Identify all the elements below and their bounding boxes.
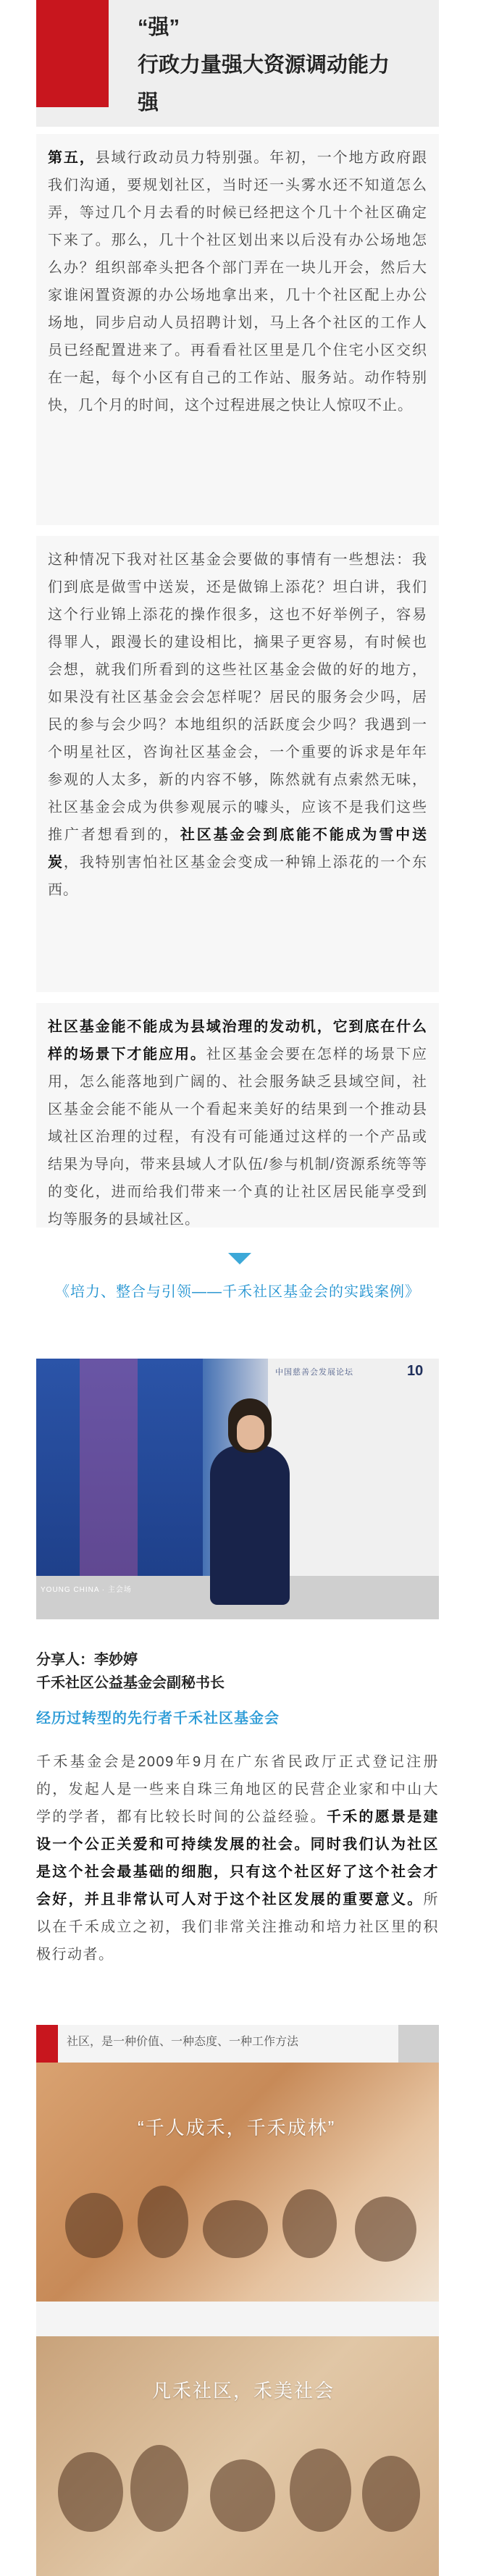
- intro-paragraph: [36, 1748, 439, 1968]
- community-photo-1: [36, 2063, 439, 2302]
- paragraph-1-lead: 第五，: [48, 150, 96, 166]
- paragraph-2-text-a: 这种情况下我对社区基金会要做的事情有一些想法：我们到底是做雪中送炭，还是做锦上添花？坦白讲，我们这个行业锦上添花的操作很多，这也不好举例子，容易得罪人，跟漫长的建设相比，摘果子更容易，有时候也会想，就我们所看到的这些社区基金会做的好的地方，如果没有社区基金会会怎样呢？居民的服务会少吗，居民的参与会少吗？本地组织的活跃度会少吗？我遇到一个明星社区，咨询社区基金会，一个重要的诉求是年年参观的人太多，新的内容不够，陈然就有点索然无味，社区基金会成为供参观展示的噱头，应该不是我们这些推广者想看到的，: [48, 552, 427, 843]
- paragraph-1-text: 县域行政动员力特别强。年初，一个地方政府跟我们沟通，要规划社区，当时还一头雾水还不知道怎么弄，等过几个月去看的时候已经把这个几十个社区确定下来了。那么，几十个社区划出来以后没有办公场地怎么办？组织部牵头把各个部门弄在一块儿开会，然后大家谁闲置资源的办公场地拿出来，几十个社区配上办公场地，同步启动人员招聘计划，马上各个社区的工作人员已经配置进来了。再看看社区里是几个住宅小区交织在一起，每个小区有自己的工作站、服务站。动作特别快，几个月的时间，这个过程进展之快让人惊叹不止。: [48, 150, 428, 414]
- paragraph-3: [48, 1013, 427, 1233]
- speaker-info: [36, 1648, 225, 1695]
- speaker-face: [237, 1415, 264, 1450]
- crowd-figure: [130, 2445, 188, 2532]
- sponsor-text: YOUNG CHINA · 主会场: [41, 1586, 132, 1594]
- crowd-figure: [138, 2186, 188, 2258]
- paragraph-1: [48, 144, 427, 419]
- speaker-figure: [210, 1446, 290, 1605]
- speaker-name: 分享人：李妙婷: [36, 1652, 138, 1668]
- forum-logo-text: 中国慈善会发展论坛: [275, 1368, 353, 1377]
- header-title-line3: 强: [138, 91, 159, 114]
- paragraph-3-bold: 社区基金能不能成为县域治理的发动机，它到底在什么样的场景下才能应用。: [48, 1019, 427, 1062]
- paragraph-block-1: [36, 134, 439, 525]
- photo-backdrop-right: [268, 1359, 439, 1576]
- slogan-2: 凡禾社区，禾美社会: [152, 2380, 335, 2401]
- crowd-figure: [203, 2200, 268, 2258]
- paragraph-2-text-b: ，我特别害怕社区基金会变成一种锦上添花的一个东西。: [48, 855, 428, 898]
- paragraph-2-bold: 社区基金会到底能不能成为雪中送炭: [48, 827, 428, 870]
- crowd-figure: [282, 2189, 337, 2258]
- crowd-figure: [355, 2197, 416, 2262]
- speaker-photo: [36, 1359, 439, 1619]
- header-title-line2: 行政力量强大资源调动能力: [138, 54, 390, 77]
- paragraph-3-text: 社区基金会要在怎样的场景下应用，怎么能落地到广阔的、社会服务缺乏县域空间，社区基金会能不能从一个看起来美好的结果到一个推动县域社区治理的过程，有没有可能通过这样的一个产品或结果为导向，带来县域人才队伍/参与机制/资源系统等等的变化，进而给我们带来一个真的让社区居民能享受到均等服务的县域社区。: [48, 1046, 428, 1228]
- speaker-title: 千禾社区公益基金会副秘书长: [36, 1675, 225, 1691]
- paragraph-2: [48, 546, 427, 904]
- header-red-accent: [36, 0, 109, 107]
- intro-bold: 千禾的愿景是建设一个公正关爱和可持续发展的社会。同时我们认为社区是这个社会最基础的细胞，只有这个社区好了这个社会才会好，并且非常认可人对于这个社区发展的重要意义。: [36, 1809, 439, 1908]
- crowd-figure: [210, 2459, 275, 2532]
- slogan-1: “千人成禾，千禾成林”: [138, 2117, 336, 2139]
- community-image-block: [36, 2025, 439, 2576]
- crowd-figure: [65, 2193, 123, 2258]
- case-section-title: 《培力、整合与引领——千禾社区基金会的实践案例》: [55, 1284, 420, 1300]
- community-caption: 社区，是一种价值、一种态度、一种工作方法: [67, 2036, 299, 2048]
- header-title-line1: “强”: [138, 16, 180, 39]
- paragraph-block-2: [36, 536, 439, 992]
- intro-text-a: 千禾基金会是2009年9月在广东省民政厅正式登记注册的，发起人是一些来自珠三角地区的民营企业家和中山大学的学者，都有比较长时间的公益经验。: [36, 1754, 439, 1825]
- subheading: 经历过转型的先行者千禾社区基金会: [36, 1711, 280, 1727]
- community-photo-2: [36, 2336, 439, 2576]
- crowd-figure: [290, 2449, 351, 2532]
- forum-number: 10: [407, 1363, 424, 1379]
- down-arrow-icon: [228, 1253, 251, 1264]
- paragraph-block-3: [36, 1003, 439, 1228]
- intro-text-b: 所以在千禾成立之初，我们非常关注推动和培力社区里的积极行动者。: [36, 1892, 439, 1963]
- section-header-title: [138, 9, 427, 122]
- crowd-figure: [58, 2452, 123, 2532]
- crowd-figure: [362, 2456, 420, 2532]
